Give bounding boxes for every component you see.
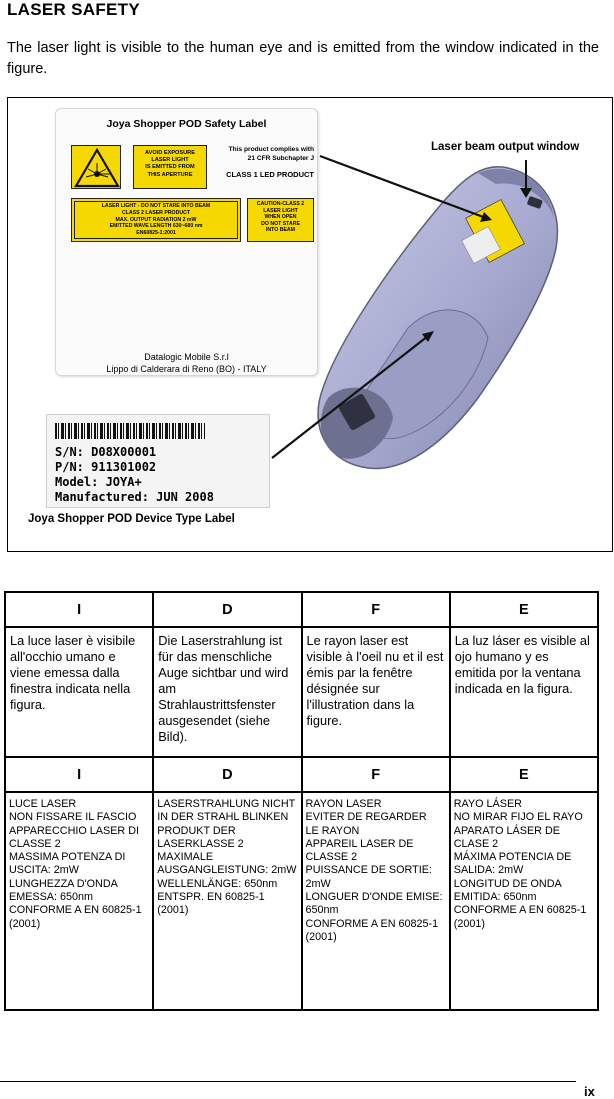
- aperture-warning: AVOID EXPOSURE LASER LIGHT IS EMITTED FROM THIS APERTURE: [133, 145, 207, 189]
- text-fr: Le rayon laser est visible à l'oeil nu et il est émis par la fenêtre désignée sur l'illustration dans la figure.: [302, 627, 450, 757]
- lang-header-de: D: [153, 592, 301, 627]
- laser-warning-icon: [71, 145, 121, 189]
- language-header-row: [5, 592, 598, 627]
- lang-header-fr-2: F: [302, 757, 450, 792]
- page-number: ix: [584, 1084, 595, 1099]
- lang-header-de-2: D: [153, 757, 301, 792]
- intro-paragraph: The laser light is visible to the human eye and is emitted from the window indicated in the figure.: [7, 40, 599, 77]
- page-title: LASER SAFETY: [7, 0, 141, 19]
- manufacturer-block: [56, 351, 317, 375]
- caption-de: LASERSTRAHLUNG NICHT IN DER STRAHL BLINKEN PRODUKT DER LASERKLASSE 2 MAXIMALE AUSGANGLEISTUNG: 2mW WELLENLÄNGE: 650nm ENTSPR. EN 60825-1 (2001): [153, 792, 301, 1010]
- class2-laser-text: LASER LIGHT - DO NOT STARE INTO BEAM CLASS 2 LASER PRODUCT MAX. OUTPUT RADIATION 2 mW EMITTED WAVE LENGTH 630~680 nm EN60825-1:2001: [74, 201, 238, 239]
- text-it: La luce laser è visibile all'occhio umano e viene emessa dalla finestra indicata nella figura.: [5, 627, 153, 757]
- lang-header-es-2: E: [450, 757, 598, 792]
- safety-label: [55, 108, 318, 376]
- caption-it: LUCE LASER NON FISSARE IL FASCIO APPARECCHIO LASER DI CLASSE 2 MASSIMA POTENZA DI USCITA: 2mW LUNGHEZZA D'ONDA EMESSA: 650nm CONFORME A EN 60825-1 (2001): [5, 792, 153, 1010]
- device-type-label: [46, 414, 270, 508]
- caption-es: RAYO LÁSER NO MIRAR FIJO EL RAYO APARATO LÁSER DE CLASE 2 MÁXIMA POTENCIA DE SALIDA: 2mW LONGITUD DE ONDA EMITIDA: 650nm CONFORME A EN 60825-1 (2001): [450, 792, 598, 1010]
- safety-label-title: Joya Shopper POD Safety Label: [106, 118, 267, 130]
- manufacturer-name: Datalogic Mobile S.r.l: [144, 352, 229, 362]
- label-caption-row: [5, 792, 598, 1010]
- caption-fr: RAYON LASER EVITER DE REGARDER LE RAYON APPAREIL LASER DE CLASSE 2 PUISSANCE DE SORTIE: 2mW LONGUER D'ONDE EMISE: 650nm CONFORME A EN 60825-1 (2001): [302, 792, 450, 1010]
- text-es: La luz láser es visible al ojo humano y es emitida por la ventana indicada en la figura.: [450, 627, 598, 757]
- compliance-text: This product complies with 21 CFR Subchapter J: [228, 146, 314, 162]
- class1-text: CLASS 1 LED PRODUCT: [226, 170, 314, 179]
- language-header-row-2: [5, 757, 598, 792]
- part-number: P/N: 911301002: [55, 460, 157, 474]
- lang-header-it-2: I: [5, 757, 153, 792]
- lang-header-fr: F: [302, 592, 450, 627]
- manufacturer-address: Lippo di Calderara di Reno (BO) - ITALY: [106, 364, 267, 374]
- lang-header-es: E: [450, 592, 598, 627]
- caution-warning: CAUTION-CLASS 2 LASER LIGHT WHEN OPEN DO NOT STARE INTO BEAM: [247, 198, 314, 242]
- footer-divider: [0, 1081, 576, 1082]
- translation-row: [5, 627, 598, 757]
- serial-number: S/N: D08X00001: [55, 445, 157, 459]
- beam-output-caption: Laser beam output window: [431, 141, 580, 153]
- class2-laser-warning: [71, 198, 241, 242]
- lang-header-it: I: [5, 592, 153, 627]
- device-label-caption: Joya Shopper POD Device Type Label: [28, 513, 235, 525]
- multilanguage-table: [4, 591, 599, 1011]
- laser-figure: [7, 97, 613, 552]
- manufactured-date: Manufactured: JUN 2008: [55, 490, 214, 504]
- barcode: [55, 423, 205, 439]
- model: Model: JOYA+: [55, 475, 142, 489]
- text-de: Die Laserstrahlung ist für das menschliche Auge sichtbar und wird am Strahlaustrittsfenster ausgesendet (siehe Bild).: [153, 627, 301, 757]
